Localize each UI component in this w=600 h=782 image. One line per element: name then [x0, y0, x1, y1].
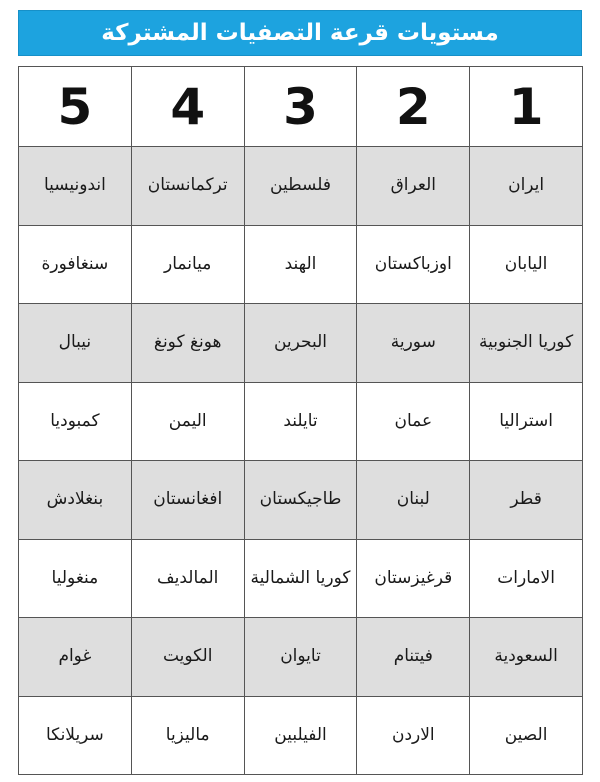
team-cell: العراق: [357, 147, 470, 226]
table-row: [19, 696, 583, 775]
team-cell: الفيلبين: [244, 696, 357, 775]
pot-header-4: 4: [131, 67, 244, 147]
team-cell: قطر: [470, 461, 583, 540]
team-cell: نيبال: [19, 304, 132, 383]
pots-table: [18, 66, 583, 775]
team-cell: ماليزيا: [131, 696, 244, 775]
pot-header-2: 2: [357, 67, 470, 147]
team-cell: تايلند: [244, 382, 357, 461]
team-cell: المالديف: [131, 539, 244, 618]
team-cell: ميانمار: [131, 225, 244, 304]
team-cell: منغوليا: [19, 539, 132, 618]
team-cell: عمان: [357, 382, 470, 461]
table-row: [19, 461, 583, 540]
team-cell: بنغلادش: [19, 461, 132, 540]
team-cell: كوريا الجنوبية: [470, 304, 583, 383]
team-cell: افغانستان: [131, 461, 244, 540]
table-row: [19, 147, 583, 226]
team-cell: سريلانكا: [19, 696, 132, 775]
team-cell: سنغافورة: [19, 225, 132, 304]
team-cell: الصين: [470, 696, 583, 775]
team-cell: غوام: [19, 618, 132, 697]
team-cell: ايران: [470, 147, 583, 226]
team-cell: فلسطين: [244, 147, 357, 226]
team-cell: اندونيسيا: [19, 147, 132, 226]
team-cell: اليابان: [470, 225, 583, 304]
team-cell: الامارات: [470, 539, 583, 618]
pot-header-row: [19, 67, 583, 147]
title-bar: [18, 10, 582, 56]
team-cell: البحرين: [244, 304, 357, 383]
team-cell: كوريا الشمالية: [244, 539, 357, 618]
team-cell: الكويت: [131, 618, 244, 697]
team-cell: طاجيكستان: [244, 461, 357, 540]
team-cell: سورية: [357, 304, 470, 383]
team-cell: لبنان: [357, 461, 470, 540]
team-cell: كمبوديا: [19, 382, 132, 461]
table-row: [19, 539, 583, 618]
team-cell: تايوان: [244, 618, 357, 697]
page-title: مستويات قرعة التصفيات المشتركة: [101, 20, 499, 46]
team-cell: الهند: [244, 225, 357, 304]
team-cell: استراليا: [470, 382, 583, 461]
team-cell: تركمانستان: [131, 147, 244, 226]
pot-header-1: 1: [470, 67, 583, 147]
team-cell: قرغيزستان: [357, 539, 470, 618]
table-row: [19, 304, 583, 383]
table-row: [19, 382, 583, 461]
pot-header-3: 3: [244, 67, 357, 147]
team-cell: هونغ كونغ: [131, 304, 244, 383]
team-cell: اليمن: [131, 382, 244, 461]
team-cell: الاردن: [357, 696, 470, 775]
team-cell: اوزباكستان: [357, 225, 470, 304]
pot-header-5: 5: [19, 67, 132, 147]
team-cell: فيتنام: [357, 618, 470, 697]
team-cell: السعودية: [470, 618, 583, 697]
table-row: [19, 618, 583, 697]
table-row: [19, 225, 583, 304]
